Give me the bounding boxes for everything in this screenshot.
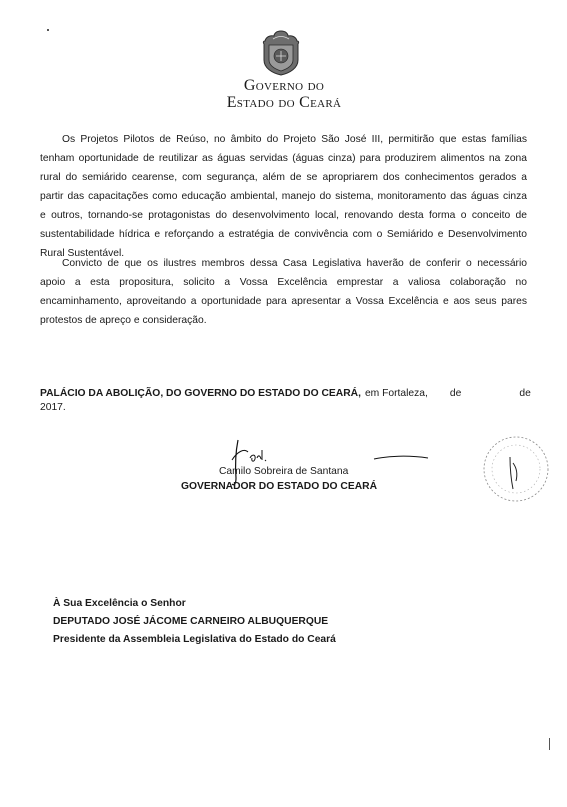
official-seal-stamp bbox=[480, 433, 552, 505]
addressee-name: DEPUTADO JOSÉ JÁCOME CARNEIRO ALBUQUERQUE bbox=[53, 616, 329, 627]
paragraph-reuse-projects bbox=[40, 130, 527, 263]
paragraph-line: apoio a esta propositura, solicito a Vossa Excelência emprestar a valiosa colaboração no bbox=[40, 277, 527, 288]
state-coat-of-arms-icon bbox=[262, 30, 300, 76]
closing-place-date bbox=[40, 387, 531, 415]
paragraph-line: Rural Sustentável. bbox=[40, 248, 125, 259]
scan-speck bbox=[549, 738, 550, 750]
paragraph-line: e outros, tornando-se protagonistas do desenvolvimento local, renovando desta forma o conceito de bbox=[40, 210, 527, 221]
paragraph-line: sustentabilidade hídrica e reforçando a estratégia de convivência com o Semiárido e Desenvolvimento bbox=[40, 229, 527, 240]
signer-name: Camilo Sobreira de Santana bbox=[219, 466, 349, 477]
closing-date-de-1: de bbox=[449, 388, 462, 399]
signature-underline bbox=[373, 453, 429, 463]
closing-date-de-2: de bbox=[519, 388, 531, 399]
closing-place-city: em Fortaleza, bbox=[364, 388, 428, 399]
government-header bbox=[214, 77, 354, 111]
closing-place-bold: PALÁCIO DA ABOLIÇÃO, DO GOVERNO DO ESTADO DO CEARÁ, bbox=[40, 388, 361, 399]
paragraph-line: protestos de apreço e consideração. bbox=[40, 315, 207, 326]
paragraph-line: partir das capacitações como educação ambiental, manejo do sistema, monitoramento das águas cinza bbox=[40, 191, 527, 202]
header-line-2: Estado do Ceará bbox=[226, 94, 342, 111]
paragraph-line: Os Projetos Pilotos de Reúso, no âmbito do Projeto São José III, permitirão que estas famílias bbox=[62, 134, 527, 145]
paragraph-line: encaminhamento, aproveitando a oportunidade para apresentar a Vossa Excelência e aos seus pares bbox=[40, 296, 527, 307]
signer-title: GOVERNADOR DO ESTADO DO CEARÁ bbox=[181, 481, 378, 492]
paragraph-line: rural do semiárido cearense, com segurança, além de se apropriarem dos conhecimentos gerados a bbox=[40, 172, 527, 183]
closing-year: 2017. bbox=[40, 402, 66, 413]
paragraph-line: tenham oportunidade de reutilizar as águas servidas (águas cinza) para produzirem alimentos na zona bbox=[40, 153, 527, 164]
paragraph-line: Convicto de que os ilustres membros dessa Casa Legislativa haverão de conferir o necessário bbox=[62, 258, 527, 269]
addressee-position: Presidente da Assembleia Legislativa do Estado do Ceará bbox=[53, 634, 336, 645]
scan-speck bbox=[47, 29, 49, 31]
addressee-salutation: À Sua Excelência o Senhor bbox=[53, 598, 186, 609]
paragraph-request-support bbox=[40, 254, 527, 330]
header-line-1: Governo do bbox=[243, 77, 325, 94]
